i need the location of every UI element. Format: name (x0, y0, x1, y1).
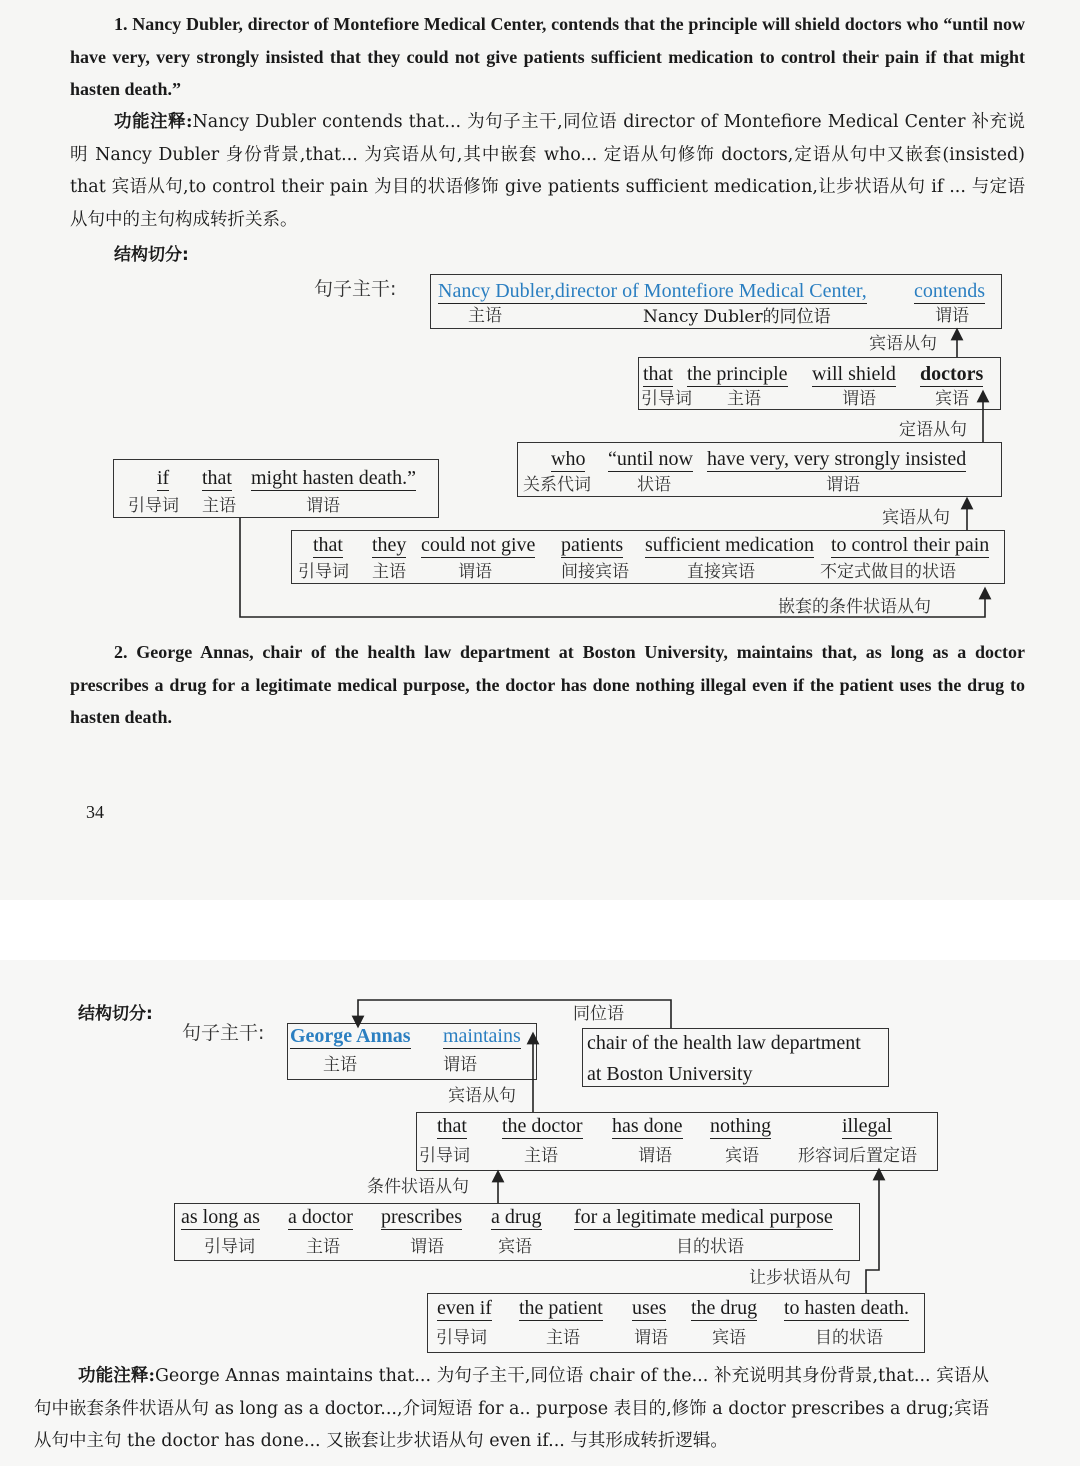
label-subject: 主语 (202, 496, 236, 516)
label-postpositive-attr: 形容词后置定语 (798, 1146, 917, 1166)
label-intro: 引导词 (298, 562, 349, 582)
word-have-insisted: have very, very strongly insisted (707, 448, 967, 470)
label-subject: 主语 (524, 1146, 558, 1166)
sentence-1: 1. Nancy Dubler, director of Montefiore Medical Center, contends that the principle will shield doctors who “until now have very, very strongly insisted that they could not give patients sufficient medication to control their pain if that might hasten death.” (70, 14, 1025, 99)
label-relative-pronoun: 关系代词 (523, 475, 591, 495)
word-patients: patients (561, 534, 624, 556)
word-to-hasten-death: to hasten death. (784, 1297, 909, 1319)
word-the-doctor: the doctor (502, 1115, 583, 1137)
word-has-done: has done (612, 1115, 683, 1137)
label-indirect-object: 间接宾语 (561, 562, 629, 582)
label-infinitive-purpose: 不定式做目的状语 (820, 562, 956, 582)
label-intro: 引导词 (128, 496, 179, 516)
label-subject: 主语 (727, 389, 761, 409)
word-prescribes: prescribes (381, 1206, 463, 1228)
label-subject: 主语 (468, 306, 502, 326)
label-predicate: 谓语 (634, 1328, 668, 1348)
label-object: 宾语 (498, 1237, 532, 1257)
word-a-drug: a drug (491, 1206, 542, 1228)
word-for-purpose: for a legitimate medical purpose (574, 1206, 833, 1228)
word-will-shield: will shield (812, 363, 896, 385)
appositive-line-2: at Boston University (587, 1063, 753, 1085)
page-35 (0, 960, 1080, 1466)
label-predicate: 谓语 (638, 1146, 672, 1166)
label-adverbial: 状语 (637, 475, 671, 495)
word-uses: uses (632, 1297, 667, 1319)
label-predicate: 谓语 (842, 389, 876, 409)
main-clause-label: 句子主干: (182, 1022, 265, 1044)
note-label: 功能注释: (114, 112, 193, 132)
label-object: 宾语 (935, 389, 969, 409)
page-number: 34 (86, 802, 104, 822)
label-predicate: 谓语 (458, 562, 492, 582)
word-who: who (551, 448, 586, 470)
structure-heading: 结构切分: (114, 245, 189, 265)
word-could-not-give: could not give (421, 534, 536, 556)
word-until-now: “until now (608, 448, 693, 470)
word-doctors: doctors (920, 363, 984, 385)
label-predicate: 谓语 (443, 1055, 477, 1075)
arrow-label-object-clause-2: 宾语从句 (882, 508, 950, 528)
word-that: that (437, 1115, 467, 1137)
label-intro: 引导词 (419, 1146, 470, 1166)
label-subject: 主语 (546, 1328, 580, 1348)
arrow-label-conditional: 条件状语从句 (367, 1177, 469, 1197)
label-object: 宾语 (725, 1146, 759, 1166)
word-illegal: illegal (842, 1115, 892, 1137)
label-appositive: Nancy Dubler的同位语 (643, 307, 831, 327)
main-verb: contends (914, 280, 986, 302)
label-intro: 引导词 (436, 1328, 487, 1348)
label-subject: 主语 (306, 1237, 340, 1257)
label-object: 宾语 (712, 1328, 746, 1348)
sentence-2: 2. George Annas, chair of the health law department at Boston University, maintains that, as long as a doctor prescribes a drug for a legitimate medical purpose, the doctor has done nothing illegal even if the patient uses the drug to hasten death. (70, 642, 1025, 727)
label-predicate: 谓语 (935, 306, 969, 326)
main-subject-appositive: Nancy Dubler,director of Montefiore Medical Center, (438, 280, 867, 302)
appositive-line-1: chair of the health law department (587, 1032, 861, 1054)
word-that: that (313, 534, 343, 556)
arrow-label-conditional: 嵌套的条件状语从句 (778, 597, 931, 617)
word-might-hasten: might hasten death.” (251, 467, 416, 489)
label-intro: 引导词 (641, 389, 692, 409)
label-purpose-adverbial: 目的状语 (815, 1328, 883, 1348)
label-subject: 主语 (323, 1055, 357, 1075)
label-predicate: 谓语 (826, 475, 860, 495)
arrow-label-concessive: 让步状语从句 (749, 1268, 851, 1288)
word-a-doctor: a doctor (288, 1206, 353, 1228)
arrow-label-appositive: 同位语 (573, 1004, 624, 1024)
arrow-label-object-clause: 宾语从句 (869, 334, 937, 354)
word-nothing: nothing (710, 1115, 772, 1137)
function-note-2 (34, 1360, 989, 1458)
structure-heading: 结构切分: (78, 1004, 153, 1024)
word-maintains: maintains (443, 1025, 521, 1047)
word-sufficient-medication: sufficient medication (645, 534, 815, 556)
main-clause-label: 句子主干: (314, 278, 397, 300)
word-the-drug: the drug (691, 1297, 758, 1319)
label-predicate: 谓语 (306, 496, 340, 516)
arrow-label-attributive: 定语从句 (899, 420, 967, 440)
word-even-if: even if (437, 1297, 492, 1319)
label-predicate: 谓语 (410, 1237, 444, 1257)
label-intro: 引导词 (204, 1237, 255, 1257)
word-george-annas: George Annas (290, 1025, 411, 1047)
arrow-label-object-clause: 宾语从句 (448, 1086, 516, 1106)
note-text: Nancy Dubler contends that... 为句子主干,同位语 director of Montefiore Medical Center 补充说明 Nancy Dubler 身份背景,that... 为宾语从句,其中嵌套 who... 定语从句修饰 doctors,定语从句中又嵌套(insisted) that 宾语从句,to control their pain 为目的状语修饰 give patients sufficient medication,让步状语从句 if ... 与定语从句中的主句构成转折关系。 (70, 112, 1025, 230)
word-if: if (157, 467, 170, 489)
word-the-principle: the principle (687, 363, 788, 385)
word-that: that (202, 467, 232, 489)
word-as-long-as: as long as (181, 1206, 260, 1228)
label-subject: 主语 (372, 562, 406, 582)
note-text: George Annas maintains that... 为句子主干,同位语 chair of the... 补充说明其身份背景,that... 宾语从句中嵌套条件状语从句 as long as a doctor...,介词短语 for a.. purpose 表目的,修饰 a doctor prescribes a drug;宾语从句中主句 the doctor has done... 又嵌套让步状语从句 even if... 与其形成转折逻辑。 (34, 1366, 989, 1451)
word-that: that (643, 363, 673, 385)
label-direct-object: 直接宾语 (687, 562, 755, 582)
note-label: 功能注释: (78, 1366, 155, 1386)
word-to-control: to control their pain (831, 534, 990, 556)
word-the-patient: the patient (519, 1297, 603, 1319)
word-they: they (372, 534, 407, 556)
label-purpose-adverbial: 目的状语 (676, 1237, 744, 1257)
